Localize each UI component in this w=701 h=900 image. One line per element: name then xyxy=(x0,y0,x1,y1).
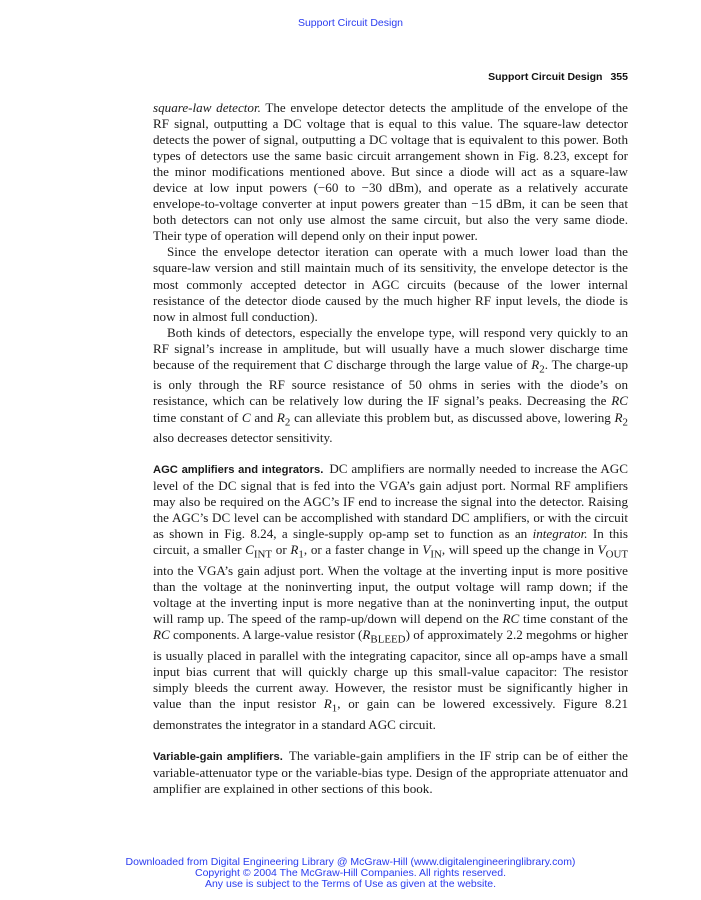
subscript: 2 xyxy=(622,416,628,429)
subscript: BLEED xyxy=(370,633,406,646)
paragraph-1 xyxy=(153,100,628,244)
symbol-r: R xyxy=(531,356,540,372)
symbol-rc: RC xyxy=(153,627,170,643)
symbol-c: C xyxy=(241,409,251,425)
running-head xyxy=(488,71,628,83)
paragraph-2: Since the envelope detector iteration can operate with a much lower load than the square-law version and still maintain much of its sensitivity, the envelope detector is the most commonly accepted detector in AGC circuits (because of the lower internal resistance of the detector diode caused by the much higher RF input levels, the diode is now in almost full conduction). xyxy=(153,244,628,324)
text-run: components. A large-value resistor ( xyxy=(169,627,363,643)
term-square-law-detector: square-law detector. xyxy=(153,100,261,115)
text-run: In this circuit, a smaller xyxy=(153,526,629,558)
subscript: 1 xyxy=(298,549,304,562)
text-run: , will speed up the change in xyxy=(441,542,598,558)
body-text xyxy=(153,100,628,797)
text-run: also decreases detector sensitivity. xyxy=(153,430,333,446)
term-integrator: integrator. xyxy=(532,526,588,542)
footer-terms[interactable]: Any use is subject to the Terms of Use as given at the website. xyxy=(204,878,497,890)
text-run: , or gain can be lowered excessively. Figure 8.21 demonstrates the integrator in a standard AGC circuit. xyxy=(153,696,628,732)
subscript: 2 xyxy=(539,363,545,376)
symbol-rc: RC xyxy=(502,611,520,627)
text-run: time constant of the xyxy=(519,611,628,627)
symbol-r: R xyxy=(276,409,285,425)
page-number: 355 xyxy=(610,71,628,83)
footer-download-link[interactable]: Downloaded from Digital Engineering Library @ McGraw-Hill (www.digitalengineeringlibrary.com) xyxy=(125,856,576,868)
section-heading-agc: AGC amplifiers and integrators. xyxy=(153,464,324,477)
text-run: time constant of xyxy=(153,409,242,425)
symbol-v: V xyxy=(422,542,431,558)
symbol-r: R xyxy=(362,627,371,643)
subscript: 1 xyxy=(331,702,338,715)
symbol-r: R xyxy=(323,696,332,712)
paragraph-1-text: The envelope detector detects the amplitude of the envelope of the RF signal, outputting a DC voltage that is equal to this value. The square-law detector detects the power of signal, outputting a DC voltage that is equivalent to this power. Both types of detectors use the same basic circuit arrangement shown in Fig. 8.23, except for the minor modifications mentioned above. But since a diode will act as a square-law device at low input powers (−60 to −30 dBm), and operate as a relatively accurate envelope-to-voltage converter at input powers greater than −15 dBm, it can be seen that both detectors can not only use almost the same circuit, but also the very same diode. Their type of operation will depend only on their input power. xyxy=(153,100,628,244)
subscript: IN xyxy=(430,549,442,562)
section-agc-amplifiers xyxy=(153,461,628,733)
text-run: The variable-gain amplifiers in the IF strip can be of either the variable-attenuator type or the variable-bias type. Design of the appropriate attenuator and amplifier are explained in other sections of this book. xyxy=(153,747,628,796)
text-run: DC amplifiers are normally needed to increase the AGC level of the DC signal that is fed into the VGA’s gain adjust port. Normal RF amplifiers may also be required on the AGC’s IF end to increase the signal into the detector. Raising the AGC’s DC level can be accomplished with standard DC amplifiers, or with the circuit as shown in Fig. 8.24, a single-supply op-amp set to function as an xyxy=(153,461,628,542)
symbol-c: C xyxy=(245,542,254,558)
paragraph-3 xyxy=(153,325,628,447)
section-variable-gain-amplifiers xyxy=(153,748,628,797)
subscript: INT xyxy=(253,549,273,562)
text-run: , or a faster change in xyxy=(303,542,423,558)
text-run: discharge through the large value of xyxy=(332,356,532,372)
footer-copyright[interactable]: Copyright © 2004 The McGraw-Hill Companies. All rights reserved. xyxy=(195,867,506,879)
text-run: can alleviate this problem but, as discussed above, lowering xyxy=(290,409,615,425)
top-link[interactable]: Support Circuit Design xyxy=(297,17,404,29)
subscript: OUT xyxy=(605,549,628,562)
symbol-v: V xyxy=(597,542,606,558)
text-run: ) of approximately 2.2 megohms or higher is usually placed in parallel with the integrating capacitor, since all op-amps have a small input bias current that will quickly charge up this small-value capacitor: The resistor simply bleeds the current away. However, the resistor must be significantly higher in value than the input resistor xyxy=(153,627,628,712)
text-run: into the VGA’s gain adjust port. When the voltage at the inverting input is more positive than the voltage at the noninverting input, the output voltage will ramp down; if the voltage at the inverting input is more negative than at the noninverting input, the output will ramp up. The speed of the ramp-up/down will depend on the xyxy=(153,563,628,627)
subscript: 2 xyxy=(284,416,291,429)
symbol-c: C xyxy=(323,356,333,372)
text-run: Both kinds of detectors, especially the envelope type, will respond very quickly to an RF signal’s increase in amplitude, but will usually have a much slower discharge time because of the requirement that xyxy=(153,324,628,372)
section-heading-vga: Variable-gain amplifiers. xyxy=(153,750,283,763)
symbol-r: R xyxy=(614,409,623,425)
text-run: or xyxy=(272,542,291,558)
text-run: . The charge-up is only through the RF source resistance of 50 ohms in series with the diode’s on resistance, which can be relatively low during the IF signal’s peaks. Decreasing the xyxy=(153,356,628,409)
text-run: and xyxy=(250,409,277,425)
running-head-title: Support Circuit Design xyxy=(488,71,603,83)
symbol-rc: RC xyxy=(611,393,628,409)
footer[interactable] xyxy=(0,857,701,890)
symbol-r: R xyxy=(290,542,299,558)
